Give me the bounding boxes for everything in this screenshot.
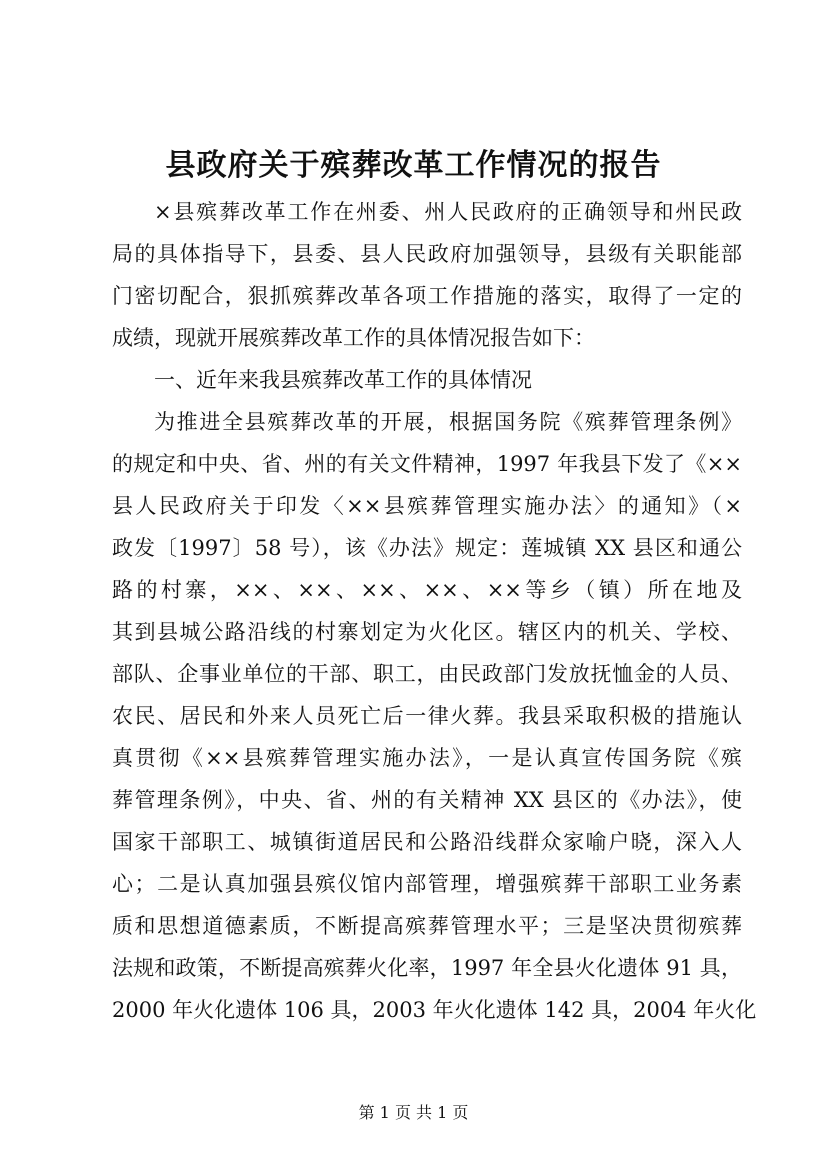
body-line: 县人民政府关于印发〈××县殡葬管理实施办法〉的通知》（×: [112, 494, 742, 518]
body-line: 路的村寨，××、××、××、××、××等乡（镇）所在地及: [112, 578, 742, 602]
body-line: 局的具体指导下，县委、县人民政府加强领导，县级有关职能部: [112, 242, 742, 266]
section-heading: 一、近年来我县殡葬改革工作的具体情况: [154, 368, 532, 392]
body-line: 国家干部职工、城镇街道居民和公路沿线群众家喻户晓，深入人: [112, 830, 742, 854]
body-line: 其到县城公路沿线的村寨划定为火化区。辖区内的机关、学校、: [112, 620, 742, 644]
page-number-footer: 第 1 页 共 1 页: [358, 1103, 469, 1122]
body-line: 真贯彻《××县殡葬管理实施办法》，一是认真宣传国务院《殡: [112, 746, 742, 770]
document-title: 县政府关于殡葬改革工作情况的报告: [165, 148, 662, 183]
body-line: 成绩，现就开展殡葬改革工作的具体情况报告如下：: [112, 326, 595, 350]
body-line: 葬管理条例》，中央、省、州的有关精神 XX 县区的《办法》，使: [112, 788, 742, 812]
body-line: 政发〔1997〕58 号），该《办法》规定：莲城镇 XX 县区和通公: [112, 536, 742, 560]
body-line: ×县殡葬改革工作在州委、州人民政府的正确领导和州民政: [154, 200, 742, 224]
body-line: 质和思想道德素质，不断提高殡葬管理水平；三是坚决贯彻殡葬: [112, 914, 742, 938]
body-line: 心；二是认真加强县殡仪馆内部管理，增强殡葬干部职工业务素: [112, 872, 742, 896]
body-line: 农民、居民和外来人员死亡后一律火葬。我县采取积极的措施认: [112, 704, 742, 728]
body-line: 的规定和中央、省、州的有关文件精神，1997 年我县下发了《××: [112, 452, 742, 476]
body-line: 门密切配合，狠抓殡葬改革各项工作措施的落实，取得了一定的: [112, 284, 742, 308]
body-line: 法规和政策，不断提高殡葬火化率，1997 年全县火化遗体 91 具，: [112, 956, 742, 980]
body-line: 为推进全县殡葬改革的开展，根据国务院《殡葬管理条例》: [154, 410, 742, 434]
body-line: 2000 年火化遗体 106 具，2003 年火化遗体 142 具，2004 年火化: [112, 998, 757, 1022]
body-line: 部队、企事业单位的干部、职工，由民政部门发放抚恤金的人员、: [112, 662, 742, 686]
